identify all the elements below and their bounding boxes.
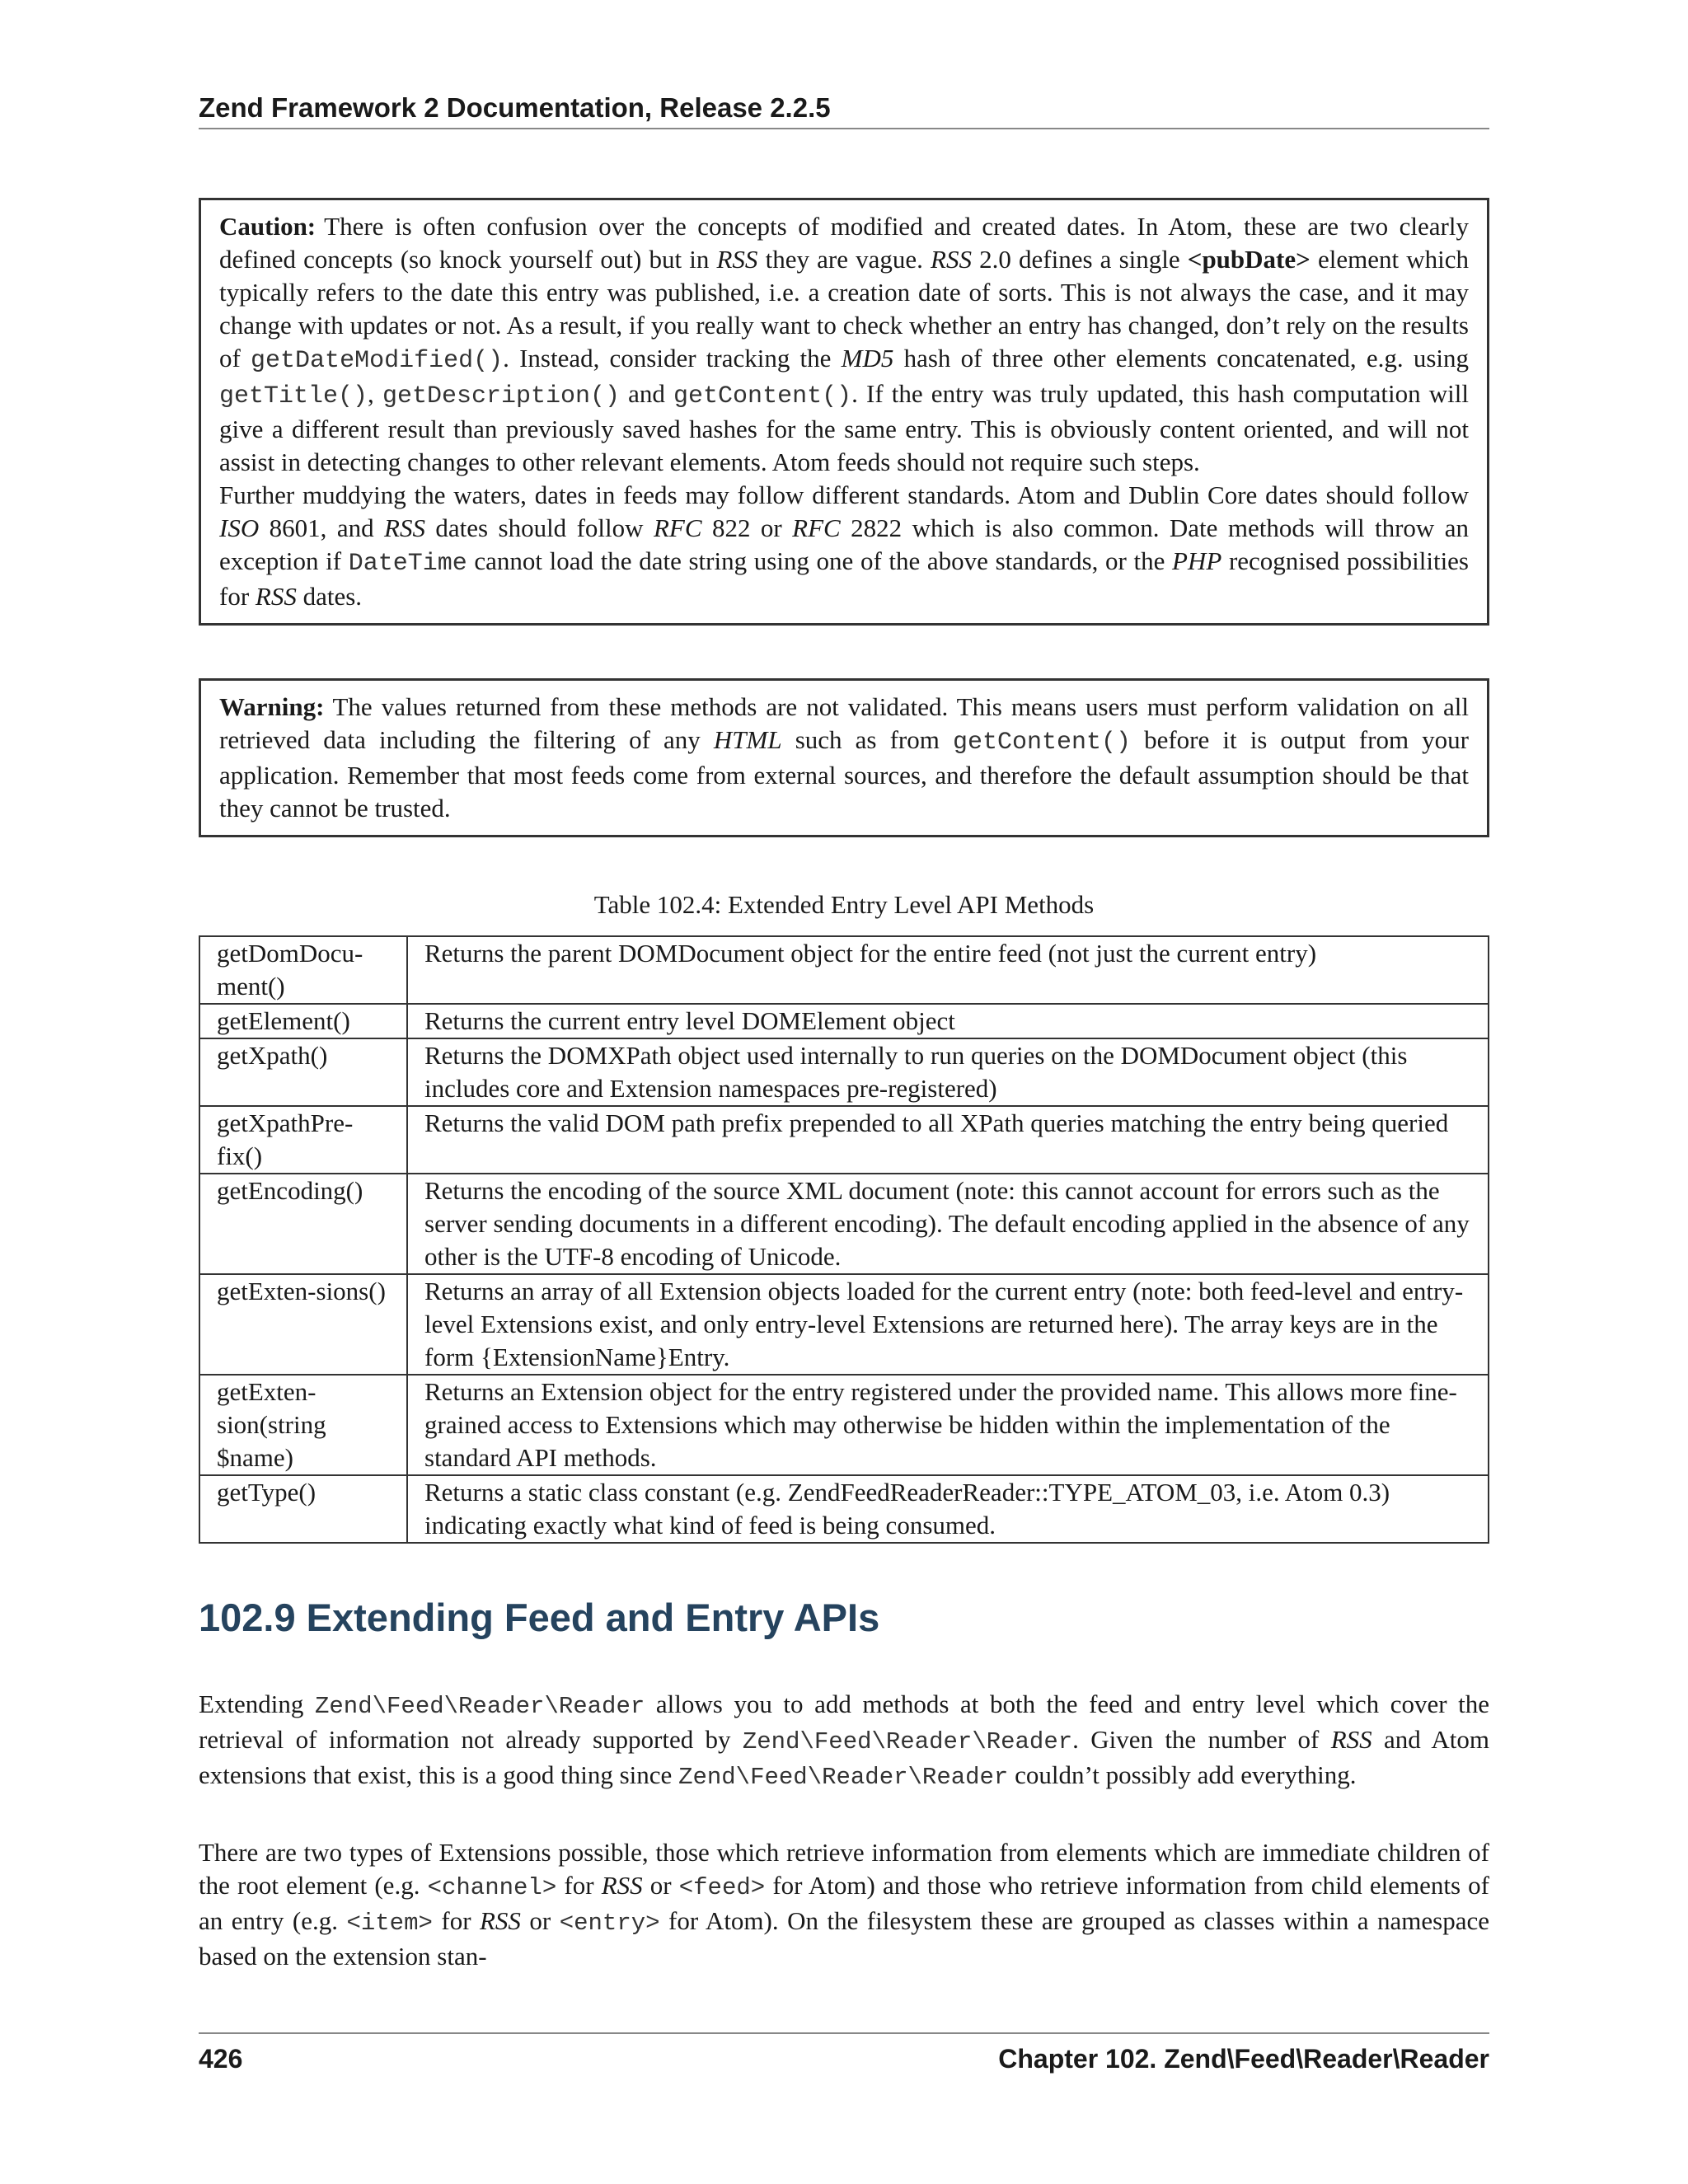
method-cell: getEncoding() [199, 1174, 407, 1274]
description-cell: Returns an Extension object for the entry registered under the provided name. This allows more fine-grained access to Extensions which may otherwise be hidden within the implementation of the standard API methods. [407, 1375, 1489, 1475]
warning-paragraph: Warning: The values returned from these methods are not validated. This means users must perform validation on all retrieved data including the filtering of any HTML such as from getContent() before it is output from your application. Remember that most feeds come from external sources, and therefore the default assumption should be that they cannot be trusted. [219, 692, 1469, 823]
page-number: 426 [199, 2044, 243, 2074]
warning-box [199, 678, 1489, 837]
method-cell: getDomDocu-ment() [199, 936, 407, 1004]
document-page [199, 0, 1489, 2184]
code-channel: <channel> [427, 1874, 557, 1901]
table-row [199, 1106, 1489, 1174]
table-row [199, 1475, 1489, 1543]
table-row [199, 1174, 1489, 1274]
description-cell: Returns a static class constant (e.g. ZendFeedReaderReader::TYPE_ATOM_03, i.e. Atom 0.3) indicating exactly what kind of feed is being consumed. [407, 1475, 1489, 1543]
caution-paragraph-1: Caution: There is often confusion over the concepts of modified and created dates. In Atom, these are two clearly defined concepts (so knock yourself out) but in RSS they are vague. RSS 2.0 defines a single <pubDate> element which typically refers to the date this entry was published, i.e. a creation date of sorts. This is not always the case, and it may change with updates or not. As a result, if you really want to check whether an entry has changed, don’t rely on the results of getDateModified(). Instead, consider tracking the MD5 hash of three other elements concatenated, e.g. using getTitle(), getDescription() and getContent(). If the entry was truly updated, this hash computation will give a different result than previously saved hashes for the same entry. This is obviously content oriented, and will not assist in detecting changes to other relevant elements. Atom feeds should not require such steps. [219, 212, 1469, 476]
api-methods-table [199, 935, 1489, 1544]
code-gettitle: getTitle() [219, 382, 368, 410]
table-row [199, 1375, 1489, 1475]
description-cell: Returns the valid DOM path prefix prepended to all XPath queries matching the entry being queried [407, 1106, 1489, 1174]
caution-label: Caution: [219, 212, 316, 241]
code-getcontent: getContent() [673, 382, 852, 410]
code-getdatemodified: getDateModified() [251, 347, 504, 375]
running-footer [199, 2032, 1489, 2074]
method-cell: getType() [199, 1475, 407, 1543]
code-datetime: DateTime [348, 550, 467, 578]
method-cell: getElement() [199, 1004, 407, 1038]
running-header: Zend Framework 2 Documentation, Release 2.2.5 [199, 92, 1489, 129]
table-row [199, 1004, 1489, 1038]
caution-box [199, 198, 1489, 626]
method-cell: getXpathPre-fix() [199, 1106, 407, 1174]
code-reader-class: Zend\Feed\Reader\Reader [315, 1693, 645, 1720]
code-reader-class: Zend\Feed\Reader\Reader [678, 1764, 1009, 1791]
code-entry: <entry> [559, 1910, 660, 1937]
description-cell: Returns an array of all Extension objects loaded for the current entry (note: both feed-level and entry-level Extensions exist, and only entry-level Extensions are returned here). The array keys are in the form {ExtensionName}Entry. [407, 1274, 1489, 1375]
caution-paragraph-2: Further muddying the waters, dates in feeds may follow different standards. Atom and Dublin Core dates should follow ISO 8601, and RSS dates should follow RFC 822 or RFC 2822 which is also common. Date methods will throw an exception if DateTime cannot load the date string using one of the above standards, or the PHP recognised possibilities for RSS dates. [219, 480, 1470, 611]
description-cell: Returns the DOMXPath object used internally to run queries on the DOMDocument object (this includes core and Extension namespaces pre-registered) [407, 1038, 1489, 1106]
code-getdescription: getDescription() [382, 382, 620, 410]
method-cell: getExten-sion(string $name) [199, 1375, 407, 1475]
body-paragraph-2: There are two types of Extensions possible, those which retrieve information from elements which are immediate children of the root element (e.g. <channel> for RSS or <feed> for Atom) and those who retrieve information from child elements of an entry (e.g. <item> for RSS or <entry> for Atom). On the filesystem these are grouped as classes within a namespace based on the extension stan- [199, 1838, 1489, 1971]
body-paragraph-1: Extending Zend\Feed\Reader\Reader allows you to add methods at both the feed and entry level which cover the retrieval of information not already supported by Zend\Feed\Reader\Reader. Given the number of RSS and Atom extensions that exist, this is a good thing since Zend\Feed\Reader\Reader couldn’t possibly add everything. [199, 1690, 1490, 1791]
description-cell: Returns the parent DOMDocument object for the entire feed (not just the current entry) [407, 936, 1489, 1004]
method-cell: getExten-sions() [199, 1274, 407, 1375]
description-cell: Returns the current entry level DOMElement object [407, 1004, 1489, 1038]
table-row [199, 936, 1489, 1004]
table-row [199, 1038, 1489, 1106]
method-cell: getXpath() [199, 1038, 407, 1106]
table-row [199, 1274, 1489, 1375]
section-heading: 102.9 Extending Feed and Entry APIs [199, 1596, 880, 1639]
warning-label: Warning: [219, 692, 325, 721]
code-feed: <feed> [678, 1874, 766, 1901]
code-item: <item> [346, 1910, 433, 1937]
table-caption: Table 102.4: Extended Entry Level API Methods [593, 890, 1095, 919]
code-getcontent: getContent() [952, 729, 1131, 757]
code-reader-class: Zend\Feed\Reader\Reader [742, 1728, 1073, 1755]
description-cell: Returns the encoding of the source XML document (note: this cannot account for errors such as the server sending documents in a different encoding). The default encoding applied in the absence of any other is the UTF-8 encoding of Unicode. [407, 1174, 1489, 1274]
chapter-title: Chapter 102. Zend\Feed\Reader\Reader [998, 2044, 1489, 2074]
pubdate-element: <pubDate> [1187, 245, 1311, 274]
